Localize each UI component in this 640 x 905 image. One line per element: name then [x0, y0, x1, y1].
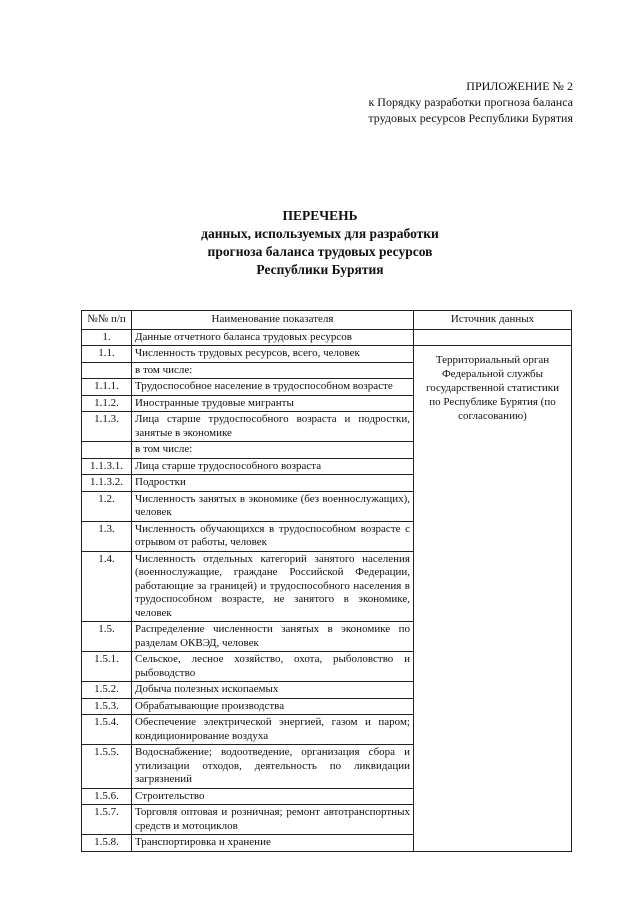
- appendix-number: ПРИЛОЖЕНИЕ № 2: [466, 79, 573, 93]
- row-num: 1.1.3.1.: [82, 458, 132, 475]
- row-name: Строительство: [132, 788, 414, 805]
- table-header-row: [82, 311, 572, 330]
- row-name: Обрабатывающие производства: [132, 698, 414, 715]
- row-num: 1.1.1.: [82, 379, 132, 396]
- row-num: 1.5.2.: [82, 682, 132, 699]
- row-num: 1.: [82, 329, 132, 346]
- row-name: Численность трудовых ресурсов, всего, человек: [132, 346, 414, 363]
- row-num: 1.4.: [82, 551, 132, 622]
- header-num: №№ п/п: [82, 311, 132, 330]
- row-name: Лица старше трудоспособного возраста и подростки, занятые в экономике: [132, 412, 414, 442]
- appendix-ref-line2: трудовых ресурсов Республики Бурятия: [368, 111, 573, 125]
- row-num: 1.1.: [82, 346, 132, 363]
- row-name: Подростки: [132, 475, 414, 492]
- title-line2: данных, используемых для разработки: [201, 226, 439, 241]
- row-num: 1.1.3.: [82, 412, 132, 442]
- row-num: 1.1.2.: [82, 395, 132, 412]
- row-name: Обеспечение электрической энергией, газом и паром; кондиционирование воздуха: [132, 715, 414, 745]
- row-num: 1.2.: [82, 491, 132, 521]
- row-name: Иностранные трудовые мигранты: [132, 395, 414, 412]
- row-name: Лица старше трудоспособного возраста: [132, 458, 414, 475]
- row-name: Добыча полезных ископаемых: [132, 682, 414, 699]
- row-name: Водоснабжение; водоотведение, организация сбора и утилизации отходов, деятельность по ликвидации загрязнений: [132, 745, 414, 789]
- row-name: Численность занятых в экономике (без военнослужащих), человек: [132, 491, 414, 521]
- appendix-ref-line1: к Порядку разработки прогноза баланса: [368, 95, 573, 109]
- row-num: [82, 442, 132, 459]
- row-name: Распределение численности занятых в экономике по разделам ОКВЭД, человек: [132, 622, 414, 652]
- row-num: 1.3.: [82, 521, 132, 551]
- row-name: Сельское, лесное хозяйство, охота, рыболовство и рыбоводство: [132, 652, 414, 682]
- row-num: 1.1.3.2.: [82, 475, 132, 492]
- source-text: Территориальный орган Федеральной службы государственной статистики по Республике Бурятия (по согласованию): [425, 354, 560, 422]
- row-num: [82, 362, 132, 379]
- source-empty-cell: [414, 329, 572, 346]
- table-row: [82, 346, 572, 363]
- data-table: [81, 310, 572, 852]
- row-name: Численность отдельных категорий занятого населения (военнослужащие, граждане Российской Федерации, работающие за границей) и трудоспособного населения в трудоспособном возрасте, не занятого в экономике, человек: [132, 551, 414, 622]
- title-line4: Республики Бурятия: [256, 262, 384, 277]
- row-num: 1.5.4.: [82, 715, 132, 745]
- row-num: 1.5.7.: [82, 805, 132, 835]
- row-num: 1.5.8.: [82, 835, 132, 852]
- row-name: Транспортировка и хранение: [132, 835, 414, 852]
- row-name: Данные отчетного баланса трудовых ресурсов: [132, 329, 414, 346]
- header-name: Наименование показателя: [132, 311, 414, 330]
- row-num: 1.5.: [82, 622, 132, 652]
- row-name: Трудоспособное население в трудоспособном возрасте: [132, 379, 414, 396]
- row-num: 1.5.1.: [82, 652, 132, 682]
- row-name: Торговля оптовая и розничная; ремонт автотранспортных средств и мотоциклов: [132, 805, 414, 835]
- title-line1: ПЕРЕЧЕНЬ: [282, 208, 358, 223]
- header-source: Источник данных: [414, 311, 572, 330]
- row-name: в том числе:: [132, 362, 414, 379]
- document-title: [0, 207, 640, 279]
- table-row: [82, 329, 572, 346]
- row-num: 1.5.3.: [82, 698, 132, 715]
- row-num: 1.5.6.: [82, 788, 132, 805]
- title-line3: прогноза баланса трудовых ресурсов: [207, 244, 433, 259]
- appendix-header: [368, 78, 573, 126]
- source-cell: [414, 346, 572, 852]
- row-name: в том числе:: [132, 442, 414, 459]
- row-name: Численность обучающихся в трудоспособном возрасте с отрывом от работы, человек: [132, 521, 414, 551]
- row-num: 1.5.5.: [82, 745, 132, 789]
